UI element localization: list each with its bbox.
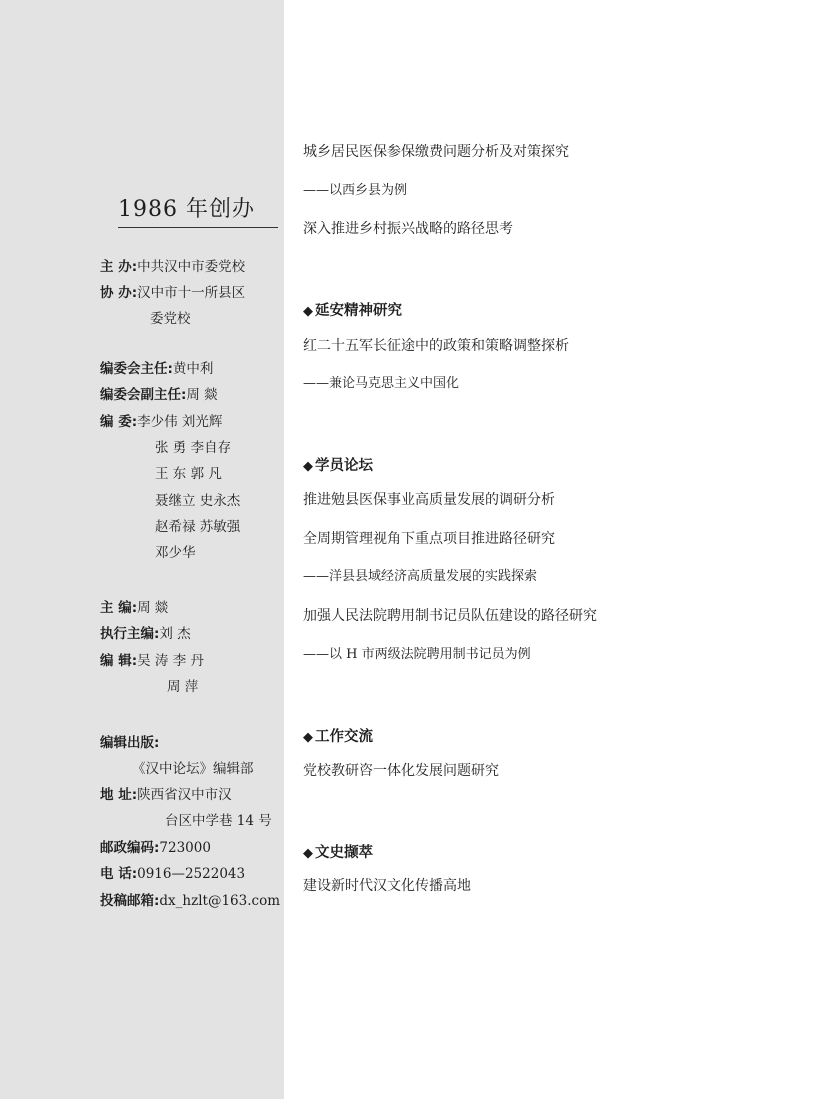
phone-label: 电 话: — [100, 866, 138, 882]
masthead-sidebar — [0, 0, 284, 1099]
editors-value: 吴 涛 李 丹 — [137, 653, 204, 669]
article-subtitle: ——以 H 市两级法院聘用制书记员为例 — [303, 647, 531, 662]
email-row — [100, 891, 280, 911]
board-members-row — [100, 412, 222, 432]
article-title[interactable]: 全周期管理视角下重点项目推进路径研究 — [303, 531, 555, 547]
address-row — [100, 785, 232, 805]
board-member-line: 张 勇 李自存 — [155, 440, 232, 456]
diamond-icon: ◆ — [303, 304, 313, 319]
board-chair-label: 编委会主任: — [100, 361, 173, 377]
article-subtitle: ——以西乡县为例 — [303, 183, 408, 198]
editors-label: 编 辑: — [100, 653, 138, 669]
cosponsor-value-line2: 委党校 — [150, 311, 191, 327]
board-member-line: 赵希禄 苏敏强 — [155, 519, 241, 535]
publisher-row — [100, 733, 159, 753]
article-title[interactable]: 红二十五军长征途中的政策和策略调整探析 — [303, 338, 569, 354]
sponsor-value: 中共汉中市委党校 — [137, 259, 246, 275]
section-heading — [303, 727, 373, 748]
section-heading-label: 工作交流 — [315, 729, 373, 745]
chief-editor-row — [100, 598, 168, 618]
publisher-label: 编辑出版: — [100, 735, 160, 751]
diamond-icon: ◆ — [303, 846, 313, 861]
board-member-line: 邓少华 — [155, 545, 196, 561]
section-heading-label: 延安精神研究 — [315, 303, 402, 319]
chief-editor-label: 主 编: — [100, 600, 138, 616]
section-heading — [303, 301, 402, 322]
divider — [118, 227, 278, 228]
editors-value-line2: 周 萍 — [167, 679, 199, 695]
address-value: 陕西省汉中市汉 — [137, 787, 232, 803]
section-heading — [303, 843, 373, 864]
address-value-line2: 台区中学巷 14 号 — [165, 813, 272, 829]
editors-row — [100, 651, 204, 671]
address-label: 地 址: — [100, 787, 138, 803]
article-title[interactable]: 深入推进乡村振兴战略的路径思考 — [303, 221, 513, 237]
section-heading — [303, 456, 373, 477]
board-member-line: 李少伟 刘光辉 — [137, 414, 223, 430]
article-subtitle: ——洋县县域经济高质量发展的实践探索 — [303, 569, 538, 584]
phone-value: 0916—2522043 — [137, 866, 246, 882]
exec-editor-label: 执行主编: — [100, 626, 160, 642]
cosponsor-label: 协 办: — [100, 285, 138, 301]
chief-editor-value: 周 燚 — [137, 600, 169, 616]
cosponsor-row — [100, 283, 245, 303]
board-vice-value: 周 燚 — [186, 387, 218, 403]
board-vice-row — [100, 385, 218, 405]
section-heading-label: 学员论坛 — [315, 458, 373, 474]
board-member-line: 聂继立 史永杰 — [155, 493, 241, 509]
article-title[interactable]: 加强人民法院聘用制书记员队伍建设的路径研究 — [303, 608, 597, 624]
postcode-label: 邮政编码: — [100, 840, 160, 856]
publisher-value: 《汉中论坛》编辑部 — [132, 761, 254, 777]
postcode-row — [100, 838, 211, 858]
board-chair-row — [100, 359, 213, 379]
article-title[interactable]: 推进勉县医保事业高质量发展的调研分析 — [303, 492, 555, 508]
article-subtitle: ——兼论马克思主义中国化 — [303, 376, 460, 391]
board-members-label: 编 委: — [100, 414, 138, 430]
diamond-icon: ◆ — [303, 730, 313, 745]
sponsor-row — [100, 257, 245, 277]
diamond-icon: ◆ — [303, 459, 313, 474]
board-vice-label: 编委会副主任: — [100, 387, 187, 403]
email-label: 投稿邮箱: — [100, 893, 160, 909]
article-title[interactable]: 党校教研咨一体化发展问题研究 — [303, 763, 499, 779]
cosponsor-value: 汉中市十一所县区 — [137, 285, 246, 301]
article-title[interactable]: 城乡居民医保参保缴费问题分析及对策探究 — [303, 144, 569, 160]
article-title[interactable]: 建设新时代汉文化传播高地 — [303, 878, 471, 894]
section-heading-label: 文史撷萃 — [315, 845, 373, 861]
sponsor-label: 主 办: — [100, 259, 138, 275]
board-chair-value: 黄中利 — [172, 361, 214, 377]
postcode-value: 723000 — [159, 840, 211, 856]
board-member-line: 王 东 郭 凡 — [155, 466, 222, 482]
exec-editor-value: 刘 杰 — [159, 626, 191, 642]
email-value: dx_hzlt@163.com — [159, 893, 281, 909]
founded-year: 1986 年创办 — [118, 197, 255, 222]
exec-editor-row — [100, 624, 191, 644]
phone-row — [100, 864, 245, 884]
